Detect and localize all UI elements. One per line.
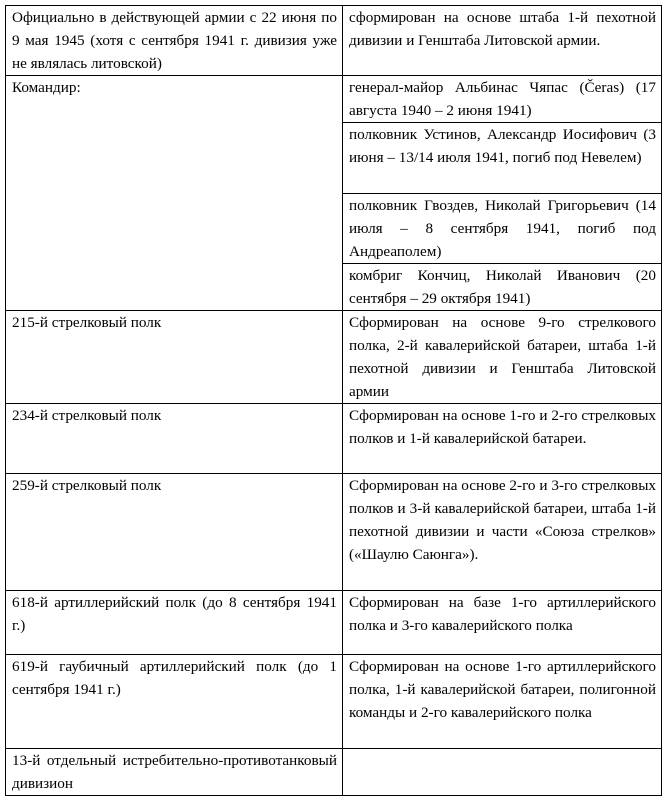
row-label-regiment-215: 215-й стрелковый полк — [6, 311, 343, 404]
row-label-antitank-13: 13-й отдельный истребительно-противотанковый дивизион — [6, 749, 343, 796]
row-value-regiment-259: Сформирован на основе 2-го и 3-го стрелковых полков и 3-й кавалерийской батареи, штаба 1-й пехотной дивизии и части «Союза стрелков» («Шаулю Саюнга»). — [343, 474, 662, 591]
commander-entry: полковник Гвоздев, Николай Григорьевич (14 июля – 8 сентября 1941, погиб под Андреаполем) — [343, 194, 662, 264]
table-row — [6, 311, 662, 404]
table-row — [6, 749, 662, 796]
division-table — [5, 5, 662, 796]
row-value-antitank-13 — [343, 749, 662, 796]
row-label-howitzer-619: 619-й гаубичный артиллерийский полк (до 1 сентября 1941 г.) — [6, 655, 343, 749]
table-row — [6, 655, 662, 749]
commander-entry: комбриг Кончиц, Николай Иванович (20 сентября – 29 октября 1941) — [343, 264, 662, 311]
row-label-commander: Командир: — [6, 76, 343, 311]
row-value-howitzer-619: Сформирован на основе 1-го артиллерийского полка, 1-й кавалерийской батареи, полигонной команды и 2-го кавалерийского полка — [343, 655, 662, 749]
row-label-official-status: Официально в действующей армии с 22 июня по 9 мая 1945 (хотя с сентября 1941 г. дивизия уже не являлась литовской) — [6, 6, 343, 76]
commander-entry: полковник Устинов, Александр Иосифович (3 июня – 13/14 июля 1941, погиб под Невелем) — [343, 123, 662, 194]
table-row — [6, 474, 662, 591]
commander-entry: генерал-майор Альбинас Чяпас (Čeras) (17 августа 1940 – 2 июня 1941) — [343, 76, 662, 123]
row-value-regiment-215: Сформирован на основе 9-го стрелкового полка, 2-й кавалерийской батареи, штаба 1-й пехотной дивизии и Генштаба Литовской армии — [343, 311, 662, 404]
table-row — [6, 6, 662, 76]
table-row — [6, 76, 662, 123]
table-row — [6, 404, 662, 474]
row-label-artillery-618: 618-й артиллерийский полк (до 8 сентября 1941 г.) — [6, 591, 343, 655]
row-label-regiment-234: 234-й стрелковый полк — [6, 404, 343, 474]
row-value-artillery-618: Сформирован на базе 1-го артиллерийского полка и 3-го кавалерийского полка — [343, 591, 662, 655]
row-label-regiment-259: 259-й стрелковый полк — [6, 474, 343, 591]
table-row — [6, 591, 662, 655]
row-value-regiment-234: Сформирован на основе 1-го и 2-го стрелковых полков и 1-й кавалерийской батареи. — [343, 404, 662, 474]
row-value-formation: сформирован на основе штаба 1-й пехотной дивизии и Генштаба Литовской армии. — [343, 6, 662, 76]
